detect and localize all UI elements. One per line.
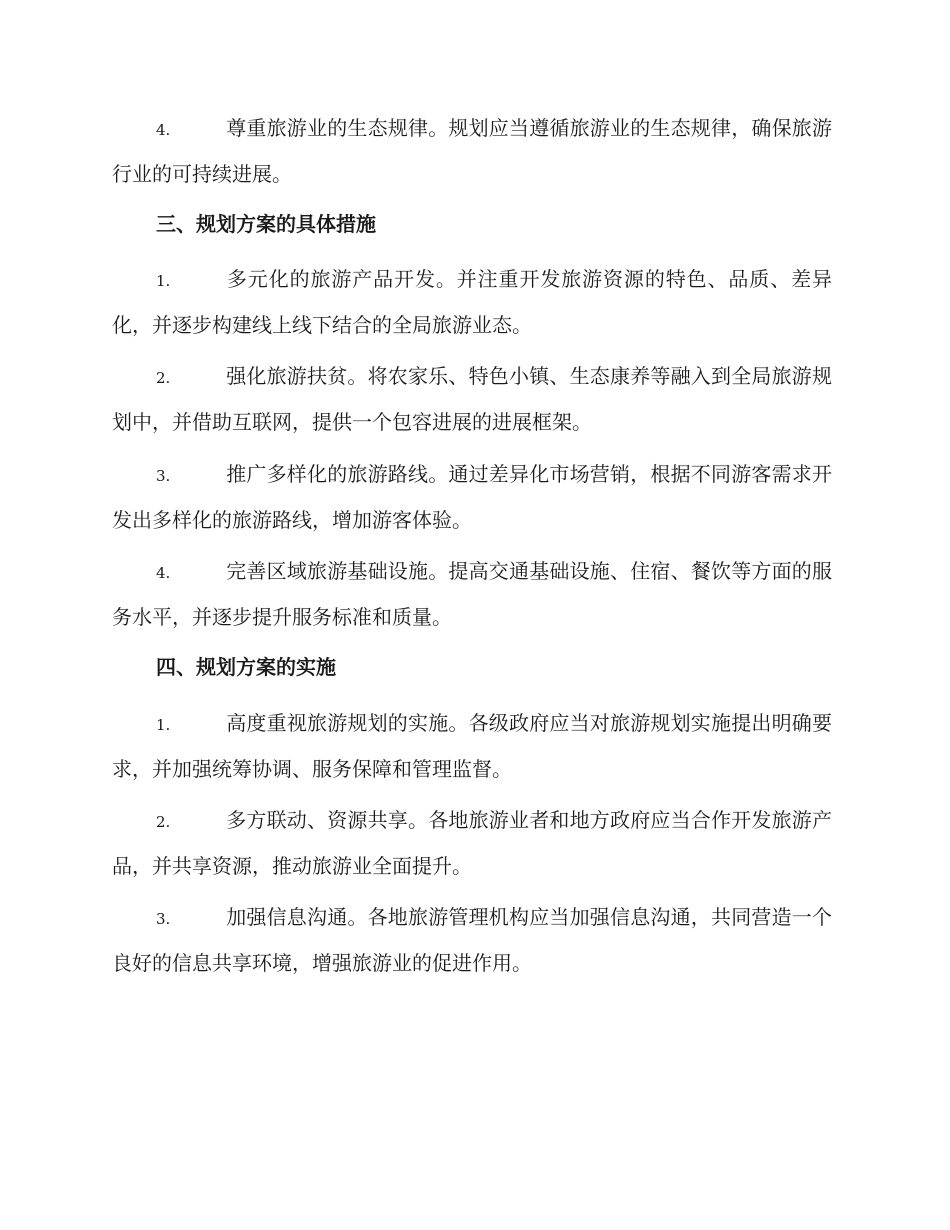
- list-number: 2.: [156, 813, 171, 831]
- list-number: 3.: [156, 910, 171, 928]
- list-number: 3.: [156, 467, 171, 485]
- list-number: 4.: [156, 564, 171, 582]
- list-text: 尊重旅游业的生态规律。规划应当遵循旅游业的生态规律，确保旅游行业的可持续进展。: [112, 116, 832, 186]
- list-item: [112, 895, 832, 985]
- list-text: 完善区域旅游基础设施。提高交通基础设施、住宿、餐饮等方面的服务水平，并逐步提升服务标准和质量。: [112, 559, 832, 629]
- list-item: [112, 701, 832, 791]
- list-text: 高度重视旅游规划的实施。各级政府应当对旅游规划实施提出明确要求，并加强统筹协调、服务保障和管理监督。: [112, 711, 832, 781]
- list-item: [112, 354, 832, 444]
- list-number: 1.: [156, 716, 171, 734]
- list-text: 多元化的旅游产品开发。并注重开发旅游资源的特色、品质、差异化，并逐步构建线上线下结合的全局旅游业态。: [112, 267, 832, 337]
- list-item: [112, 798, 832, 888]
- list-number: 1.: [156, 272, 171, 290]
- list-item: [112, 257, 832, 347]
- list-number: 2.: [156, 369, 171, 387]
- list-item: [112, 549, 832, 639]
- section-heading: 三、规划方案的具体措施: [156, 212, 376, 236]
- list-text: 推广多样化的旅游路线。通过差异化市场营销，根据不同游客需求开发出多样化的旅游路线，增加游客体验。: [112, 462, 832, 532]
- list-number: 4.: [156, 121, 171, 139]
- list-text: 强化旅游扶贫。将农家乐、特色小镇、生态康养等融入到全局旅游规划中，并借助互联网，提供一个包容进展的进展框架。: [112, 364, 832, 434]
- list-item: [112, 452, 832, 542]
- list-item: [112, 106, 832, 196]
- section-heading: 四、规划方案的实施: [156, 655, 336, 679]
- list-text: 多方联动、资源共享。各地旅游业者和地方政府应当合作开发旅游产品，并共享资源，推动旅游业全面提升。: [112, 808, 832, 878]
- list-text: 加强信息沟通。各地旅游管理机构应当加强信息沟通，共同营造一个良好的信息共享环境，增强旅游业的促进作用。: [112, 905, 832, 975]
